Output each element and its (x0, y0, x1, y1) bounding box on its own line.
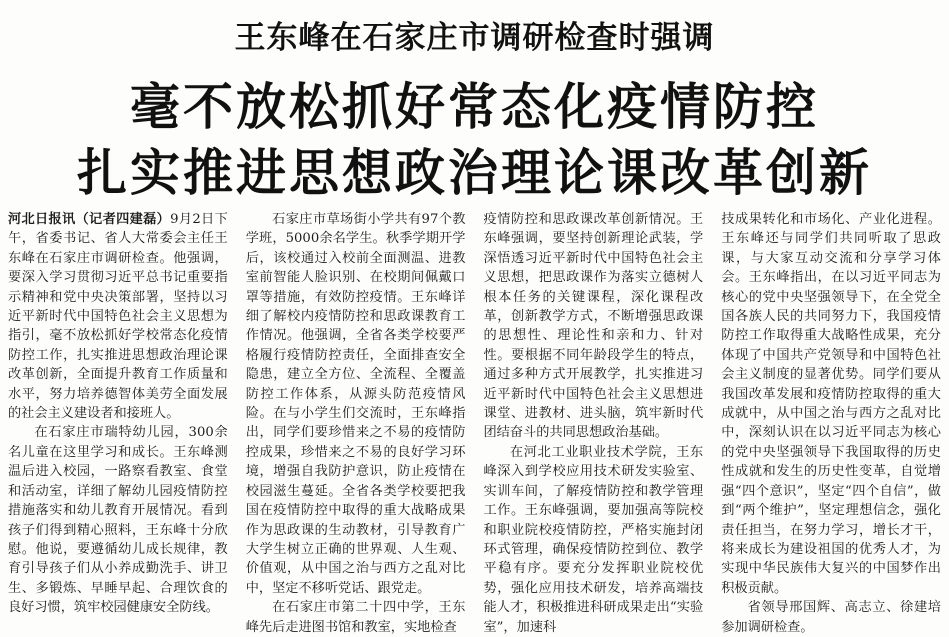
paragraph-4: 在石家庄市第二十四中学，王东峰先后走进图书馆和教室，实地检查 (245, 600, 466, 635)
paragraph-2: 在石家庄市瑞特幼儿园，300余名儿童在这里学习和成长。王东峰测温后进入校园，一路察看教室、食堂和活动室，详细了解幼儿园疫情防控措施落实和幼儿教育开展情况。看到孩子们得到精心照料，王东峰十分欣慰。他说，要遵循幼儿成长规律，教育引导孩子们从小养成勤洗手、讲卫生、多锻炼、早睡早起、合理饮食的良好习惯，筑牢校园健康安全防线。 (8, 425, 228, 616)
column-1 (8, 210, 228, 637)
article-kicker: 王东峰在石家庄市调研检查时强调 (234, 20, 715, 56)
paragraph-5: 在河北工业职业技术学院，王东峰深入到学校应用技术研发实验室、实训车间，了解疫情防控和教学管理工作。王东峰强调，要加强高等院校和职业院校疫情防控，严格实施封闭环式管理，确保疫情防控到位、教学平稳有序。要充分发挥职业院校优势，强化应用技术研发，培养高端技能人才，积极推进科研成果走出“实验室”，加速科 (483, 444, 704, 635)
paragraph-6: 省领导邢国辉、高志立、徐建培参加调研检查。 (721, 600, 941, 635)
column-4 (721, 210, 941, 637)
dateline: 河北日报讯（记者四建磊） (8, 212, 171, 227)
article-body (8, 210, 941, 635)
paragraph-text: 9月2日下午，省委书记、省人大常委会主任王东峰在石家庄市调研检查。他强调，要深入学习贯彻习近平总书记重要指示精神和党中央决策部署，坚持以习近平新时代中国特色社会主义思想为指引，毫不放松抓好学校常态化疫情防控工作，扎实推进思想政治理论课改革创新，全面提升教育工作质量和水平，努力培养德智体美劳全面发展的社会主义建设者和接班人。 (8, 212, 228, 422)
paragraph-4-continued: 疫情防控和思政课改革创新情况。王东峰强调，要坚持创新理论武装，学深悟透习近平新时代中国特色社会主义思想，把思政课作为落实立德树人根本任务的关键课程，深化课程改革，创新教学方式，不断增强思政课的思想性、理论性和亲和力、针对性。要根据不同年龄段学生的特点，通过多种方式开展教学，扎实推进习近平新时代中国特色社会主义思想进课堂、进教材、进头脑，筑牢新时代团结奋斗的共同思想政治基础。 (483, 212, 704, 441)
paragraph-3: 石家庄市草场街小学共有97个教学班，5000余名学生。秋季学期开学后，该校通过入校前全面测温、进教室前智能人脸识别、在校期间佩戴口罩等措施，有效防控疫情。王东峰详细了解校内疫情防控和思政课教育工作情况。他强调，全省各类学校要严格履行疫情防控责任，全面排查安全隐患，建立全方位、全流程、全覆盖防控工作体系，从源头防范疫情风险。在与小学生们交流时，王东峰指出，同学们要珍惜来之不易的疫情防控成果，珍惜来之不易的良好学习环境，增强自我防护意识，防止疫情在校园滋生蔓延。全省各类学校要把我国在疫情防控中取得的重大战略成果作为思政课的生动教材，引导教育广大学生树立正确的世界观、人生观、价值观，从中国之治与西方之乱对比中，坚定不移听党话、跟党走。 (245, 212, 466, 596)
paragraph-5-continued: 技成果转化和市场化、产业化进程。王东峰还与同学们共同听取了思政课，与大家互动交流和分享学习体会。王东峰指出，在以习近平同志为核心的党中央坚强领导下，在全党全国各族人民的共同努力下，我国疫情防控工作取得重大战略性成果，充分体现了中国共产党领导和中国特色社会主义制度的显著优势。同学们要从我国改革发展和疫情防控取得的重大成就中，从中国之治与西方之乱对比中，深刻认识在以习近平同志为核心的党中央坚强领导下我国取得的历史性成就和发生的历史性变革，自觉增强“四个意识”，坚定“四个自信”，做到“两个维护”，坚定理想信念，强化责任担当，在努力学习，增长才干，将来成长为建设祖国的优秀人才，为实现中华民族伟大复兴的中国梦作出积极贡献。 (721, 212, 941, 596)
column-2 (246, 210, 466, 637)
column-3 (484, 210, 704, 637)
headline-line-2: 扎实推进思想政治理论课改革创新 (77, 144, 872, 202)
headline-line-1: 毫不放松抓好常态化疫情防控 (130, 78, 819, 136)
paragraph-1 (8, 210, 228, 423)
